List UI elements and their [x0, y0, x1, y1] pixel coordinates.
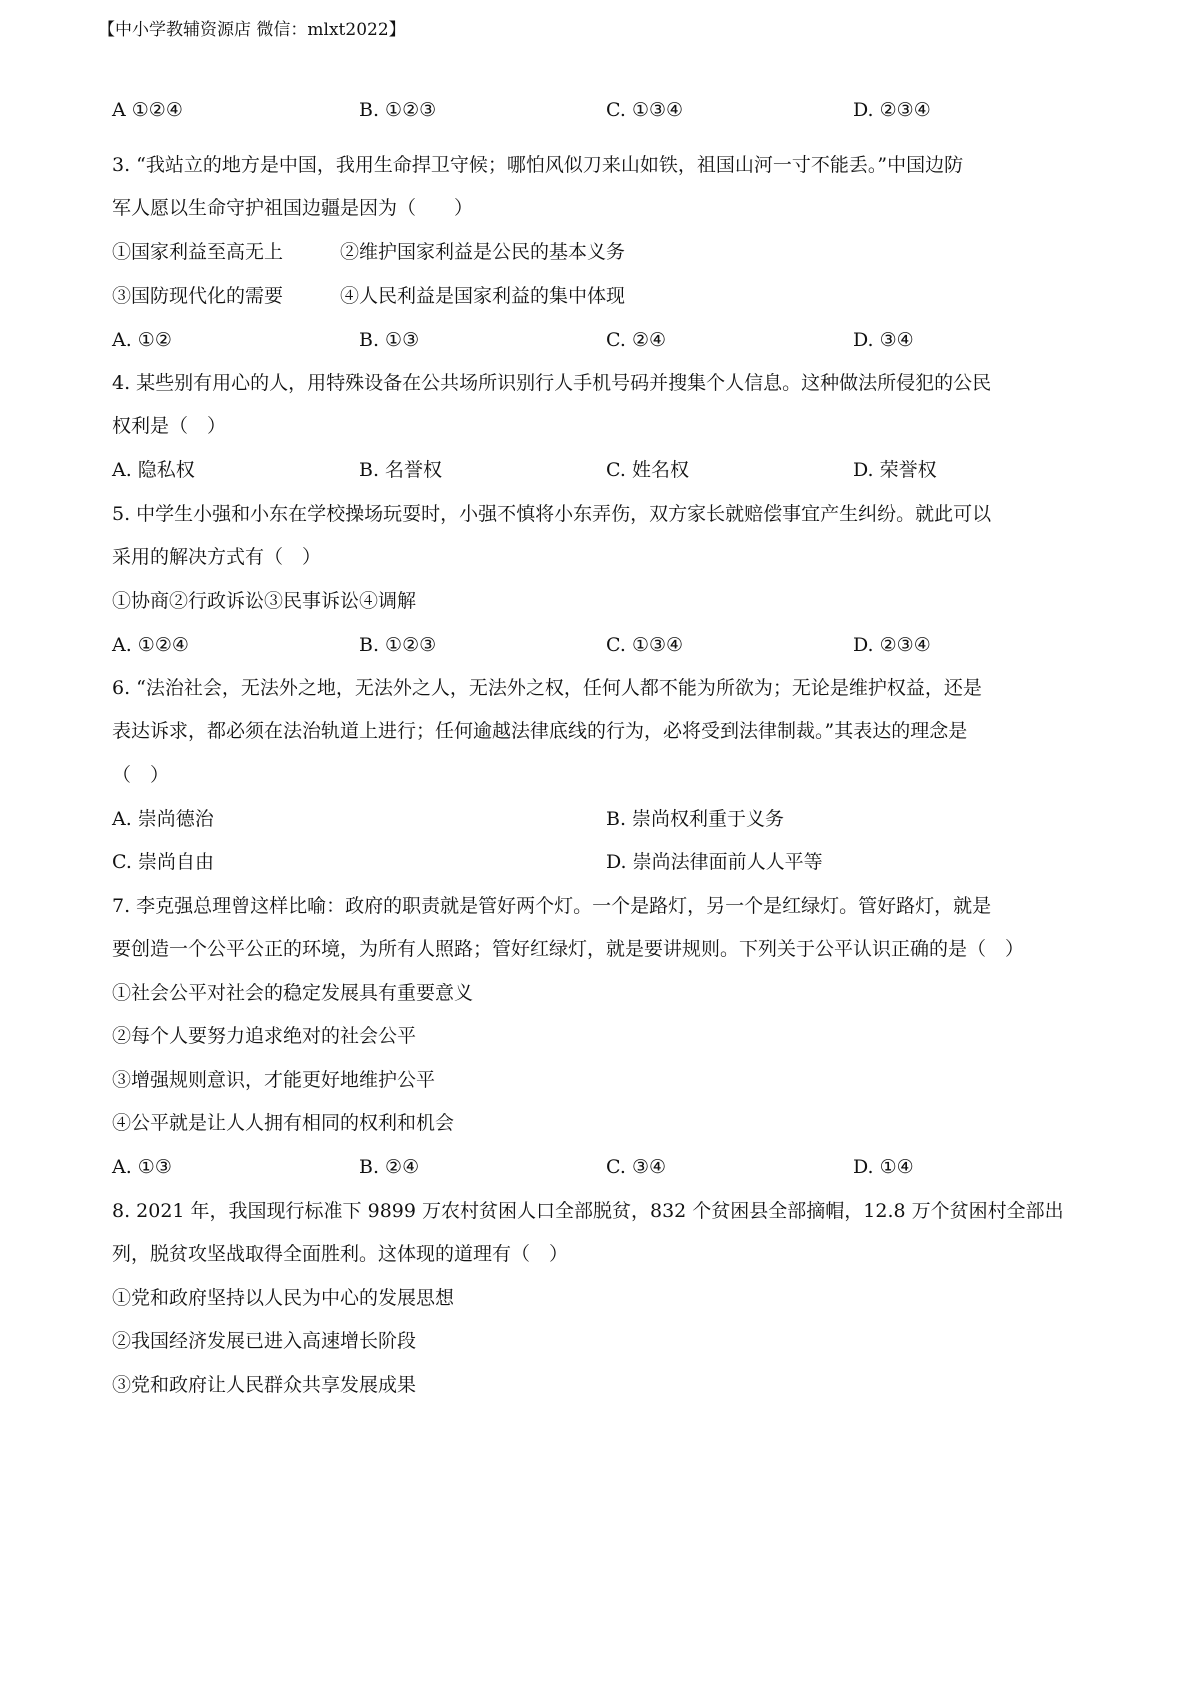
q7-statement-4: ④公平就是让人人拥有相同的权利和机会 — [112, 1112, 455, 1134]
q3-statements-3-4: ③国防现代化的需要 ④人民利益是国家利益的集中体现 — [112, 285, 626, 307]
q5-stem-line-2: 采用的解决方式有（ ） — [112, 546, 322, 568]
q3-option-c: C. ②④ — [606, 329, 667, 351]
q7-option-d: D. ①④ — [853, 1156, 914, 1178]
q3-statements-1-2: ①国家利益至高无上 ②维护国家利益是公民的基本义务 — [112, 241, 626, 263]
q6-options-row-1 — [112, 805, 1072, 833]
q6-stem-line-1: 6. “法治社会，无法外之地，无法外之人，无法外之权，任何人都不能为所欲为；无论是维护权益，还是 — [112, 677, 982, 699]
q2-options — [112, 96, 1072, 124]
q8-statement-2: ②我国经济发展已进入高速增长阶段 — [112, 1330, 417, 1352]
q5-stem-line-1: 5. 中学生小强和小东在学校操场玩耍时，小强不慎将小东弄伤，双方家长就赔偿事宜产生纠纷。就此可以 — [112, 503, 992, 525]
q7-statement-2: ②每个人要努力追求绝对的社会公平 — [112, 1025, 417, 1047]
q5-statements: ①协商②行政诉讼③民事诉讼④调解 — [112, 590, 417, 612]
q2-option-d: D. ②③④ — [853, 99, 931, 121]
q7-option-c: C. ③④ — [606, 1156, 667, 1178]
q5-option-d: D. ②③④ — [853, 634, 931, 656]
q2-option-b: B. ①②③ — [359, 99, 437, 121]
q8-stem-line-1: 8. 2021 年，我国现行标准下 9899 万农村贫困人口全部脱贫，832 个贫困县全部摘帽，12.8 万个贫困村全部出 — [112, 1200, 1064, 1222]
q3-option-d: D. ③④ — [853, 329, 914, 351]
q5-option-b: B. ①②③ — [359, 634, 437, 656]
q2-option-a: A ①②④ — [112, 99, 183, 121]
q5-option-a: A. ①②④ — [112, 634, 189, 656]
q4-options — [112, 456, 1072, 484]
q7-statement-3: ③增强规则意识，才能更好地维护公平 — [112, 1069, 436, 1091]
q7-option-b: B. ②④ — [359, 1156, 420, 1178]
q8-stem-line-2: 列，脱贫攻坚战取得全面胜利。这体现的道理有（ ） — [112, 1243, 569, 1265]
q7-options — [112, 1153, 1072, 1181]
q5-options — [112, 631, 1072, 659]
q7-stem-line-1: 7. 李克强总理曾这样比喻：政府的职责就是管好两个灯。一个是路灯，另一个是红绿灯。管好路灯，就是 — [112, 895, 992, 917]
q4-stem-line-1: 4. 某些别有用心的人，用特殊设备在公共场所识别行人手机号码并搜集个人信息。这种做法所侵犯的公民 — [112, 372, 992, 394]
q3-option-a: A. ①② — [112, 329, 172, 351]
q6-option-b: B. 崇尚权利重于义务 — [606, 808, 785, 830]
q6-option-d: D. 崇尚法律面前人人平等 — [606, 851, 823, 873]
q3-stem-line-2: 军人愿以生命守护祖国边疆是因为（ ） — [112, 197, 474, 219]
q2-option-c: C. ①③④ — [606, 99, 684, 121]
q6-stem-line-2: 表达诉求，都必须在法治轨道上进行；任何逾越法律底线的行为，必将受到法律制裁。”其表达的理念是 — [112, 720, 968, 742]
q7-stem-line-2: 要创造一个公平公正的环境，为所有人照路；管好红绿灯，就是要讲规则。下列关于公平认识正确的是（ ） — [112, 938, 1025, 960]
q4-option-a: A. 隐私权 — [112, 459, 195, 481]
q7-statement-1: ①社会公平对社会的稳定发展具有重要意义 — [112, 982, 474, 1004]
q4-stem-line-2: 权利是（ ） — [112, 415, 227, 437]
q3-option-b: B. ①③ — [359, 329, 420, 351]
q3-options — [112, 326, 1072, 354]
q6-option-c: C. 崇尚自由 — [112, 851, 214, 873]
q4-option-d: D. 荣誉权 — [853, 459, 937, 481]
q5-option-c: C. ①③④ — [606, 634, 684, 656]
q8-statement-1: ①党和政府坚持以人民为中心的发展思想 — [112, 1287, 455, 1309]
q4-option-b: B. 名誉权 — [359, 459, 443, 481]
q7-option-a: A. ①③ — [112, 1156, 172, 1178]
q4-option-c: C. 姓名权 — [606, 459, 689, 481]
q6-option-a: A. 崇尚德治 — [112, 808, 214, 830]
page-header-watermark: 【中小学教辅资源店 微信：mlxt2022】 — [98, 20, 406, 40]
q8-statement-3: ③党和政府让人民群众共享发展成果 — [112, 1374, 417, 1396]
q6-options-row-2 — [112, 848, 1072, 876]
q6-stem-line-3: （ ） — [112, 764, 170, 786]
q3-stem-line-1: 3. “我站立的地方是中国，我用生命捍卫守候；哪怕风似刀来山如铁，祖国山河一寸不能丢。”中国边防 — [112, 154, 964, 176]
